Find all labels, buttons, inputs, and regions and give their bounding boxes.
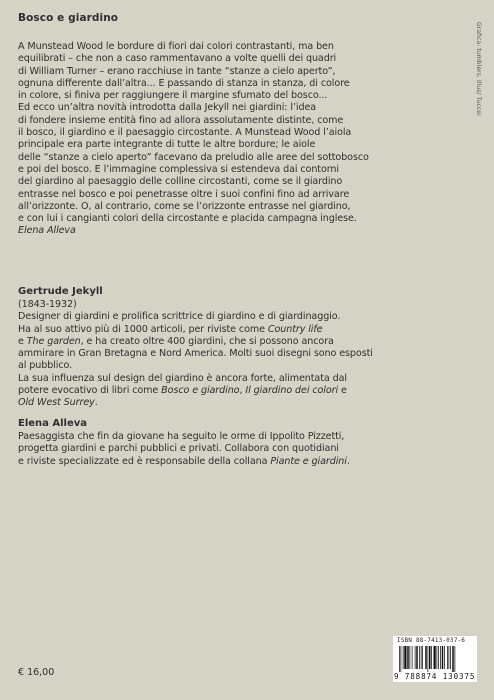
bio-alleva: [18, 431, 470, 468]
price: € 16,00: [18, 667, 55, 678]
paragraph-line: e poi del bosco. E l’immagine complessiva si estendeva dai contorni: [18, 163, 339, 175]
paragraph-line: di fondere insieme entità fino ad allora assolutamente distinte, come: [18, 114, 344, 126]
paragraph-line: all’orizzonte. O, al contrario, come se l’orizzonte entrasse nel giardino,: [18, 200, 351, 212]
paragraph-line: il bosco, il giardino e il paesaggio circostante. A Munstead Wood l’aiola: [18, 127, 352, 139]
bio-dates: (1843-1932): [18, 299, 77, 310]
paragraph-line: principale era parte integrante di tutte le altre bordure; le aiole: [18, 139, 316, 151]
bio-name-jekyll: Gertrude Jekyll: [18, 286, 103, 297]
quote-author: Elena Alleva: [18, 225, 76, 237]
paragraph-line: A Munstead Wood le bordure di fiori dai colori contrastanti, ma ben: [18, 41, 334, 52]
bio-jekyll: [18, 299, 470, 410]
bio-line: e riviste specializzate ed è responsabile della collana Piante e giardini.: [18, 455, 350, 467]
paragraph-line: Ed ecco un’altra novità introdotta dalla Jekyll nei giardini: l’idea: [18, 102, 317, 114]
bio-line: Paesaggista che fin da giovane ha seguito le orme di Ippolito Pizzetti,: [18, 431, 345, 442]
bio-line: progetta giardini e parchi pubblici e privati. Collabora con quotidiani: [18, 443, 339, 455]
paragraph-line: del giardino al paesaggio delle colline circostanti, come se il giardino: [18, 176, 343, 188]
bio-line: potere evocativo di libri come Bosco e giardino, Il giardino dei colori e: [18, 385, 347, 397]
design-credit: Grafica: tumblers. Illus/ Tuccei: [475, 22, 482, 116]
paragraph-line: di William Turner – erano racchiuse in tante “stanze a cielo aperto”,: [18, 65, 336, 77]
paragraph-line: ognuna differente dall’altra... E passando di stanza in stanza, di colore: [18, 77, 350, 89]
paragraph-line: entrasse nel bosco e poi penetrasse oltre i suoi confini fino ad arrivare: [18, 188, 350, 200]
isbn-number: ISBN 88-7413-037-6: [397, 638, 466, 644]
bio-line: ammirare in Gran Bretagna e Nord America. Molti suoi disegni sono esposti: [18, 348, 373, 360]
barcode: [393, 636, 477, 682]
bio-line: Old West Surrey.: [18, 397, 98, 409]
bio-line: e The garden, e ha creato oltre 400 giardini, che si possono ancora: [18, 335, 334, 347]
paragraph-line: in colore, si finiva per raggiungere il margine sfumato del bosco...: [18, 90, 328, 102]
bio-line: al pubblico.: [18, 360, 73, 372]
bio-line: La sua influenza sul design del giardino è ancora forte, alimentata dal: [18, 372, 347, 384]
paragraph-line: delle “stanze a cielo aperto” facevano da preludio alle aree del sottobosco: [18, 151, 369, 163]
barcode-bars: [397, 646, 473, 672]
paragraph-line: e con lui i cangianti colori della circostante e placida campagna inglese.: [18, 213, 357, 225]
ean-number: 9 788874 130375: [394, 672, 476, 681]
main-paragraph: [18, 41, 470, 238]
bio-name-alleva: Elena Alleva: [18, 418, 88, 429]
paragraph-line: equilibrati – che non a caso rammentavano a volte quelli dei quadri: [18, 53, 337, 65]
bio-line: Ha al suo attivo più di 1000 articoli, per riviste come Country life: [18, 323, 323, 335]
bio-line: Designer di giardini e prolifica scrittrice di giardino e di giardinaggio.: [18, 311, 341, 323]
page-title: Bosco e giardino: [18, 12, 119, 24]
